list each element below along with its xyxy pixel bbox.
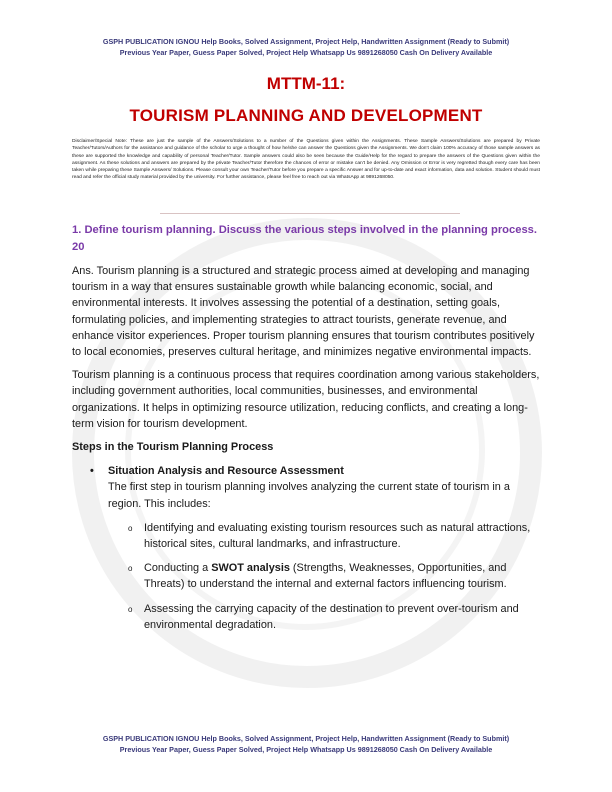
header-line-1: GSPH PUBLICATION IGNOU Help Books, Solved Assignment, Project Help, Handwritten Assignment (Ready to Submit): [102, 37, 510, 46]
step-text: The first step in tourism planning involves analyzing the current state of tourism in a region. This includes:: [108, 481, 510, 510]
hollow-bullet-icon: o: [128, 523, 133, 533]
sub-item-text: Identifying and evaluating existing tourism resources such as natural attractions, historical sites, cultural landmarks, and infrastructure.: [144, 521, 531, 551]
course-title: TOURISM PLANNING AND DEVELOPMENT: [129, 106, 483, 125]
answer-paragraph-1: Ans. Tourism planning is a structured and strategic process aimed at developing and managing tourism in a way that ensures sustainable growth while balancing economic, social, and environmental interests. It involves assessing the potential of a destination, setting goals, formulating policies, and implementing strategies to attract tourists, generate revenue, and enhance visitor experiences. Proper tourism planning ensures that tourism contributes positively to local economies, preserves cultural heritage, and minimizes negative environmental impacts.: [72, 265, 535, 359]
swot-term: SWOT analysis: [211, 562, 290, 575]
hollow-bullet-icon: o: [128, 564, 133, 574]
steps-heading: Steps in the Tourism Planning Process: [72, 441, 274, 454]
hollow-bullet-icon: o: [128, 604, 133, 614]
answer-body: [72, 263, 542, 637]
bullet-icon: •: [90, 465, 94, 478]
sub-item-text-rest: (Strengths, Weaknesses, Opportunities, and Threats) to understand the internal and external factors influencing tourism.: [144, 562, 507, 591]
header-line-2: Previous Year Paper, Guess Paper Solved, Project Help Whatsapp Us 9891268050 Cash On Delivery Available: [119, 47, 493, 57]
disclaimer-text: Disclaimer/Special Note: These are just the sample of the Answers/Solutions to a number of the Questions given within the Assignments. These Sample Answers/Solutions are prepared by Private Teacher/Tutors/Authors for the assistance and guidance of the scholar to urge a thought of how he/she can answer the Questions given the Assignments. We don't claim 100% accuracy of those sample answers as these are supported the knowledge and capability of personal Teacher/Tutor. Sample answers could also be seen because the Guide/Help for the regard to prepare the answers of the Questions given within the assignment. As these solutions and answers are prepared by the private Teacher/Tutor therefore the chances of error or mistake can't be denied. Any Omission or Error is very regretted though every care has been taken while preparing these Sample Answers/ Solutions. Please consult your own Teacher/Tutor before you prepare a specific Answer and for up-to-date and exact information, data and solution. Student should must read and refer the official study material provided by the university. For further assistance, please feel free to reach out via WhatsApp at 9891268050.: [72, 139, 540, 181]
list-item: [72, 463, 542, 633]
answer-paragraph-2: Tourism planning is a continuous process that requires coordination among various stakeholders, including government authorities, local communities, businesses, and environmental organizations. It helps in optimizing resource utilization, reducing conflicts, and creating a long-term vision for tourism development.: [72, 369, 540, 430]
course-code: MTTM-11:: [266, 74, 346, 93]
step-title: Situation Analysis and Resource Assessment: [108, 465, 344, 478]
list-item: [72, 520, 542, 552]
footer-line-2: Previous Year Paper, Guess Paper Solved, Project Help Whatsapp Us 9891268050 Cash On Delivery Available: [119, 744, 493, 754]
footer-line-1: GSPH PUBLICATION IGNOU Help Books, Solved Assignment, Project Help, Handwritten Assignment (Ready to Submit): [102, 734, 510, 743]
list-item: [72, 560, 542, 592]
divider: [160, 213, 460, 214]
sub-item-text-prefix: Conducting a: [144, 562, 212, 575]
page-header: [0, 37, 612, 58]
sub-item-text: Assessing the carrying capacity of the destination to prevent over-tourism and environmental degradation.: [144, 602, 519, 631]
page-footer: [0, 734, 612, 755]
list-item: [72, 601, 542, 633]
question-heading: 1. Define tourism planning. Discuss the various steps involved in the planning process. 20: [72, 224, 538, 253]
